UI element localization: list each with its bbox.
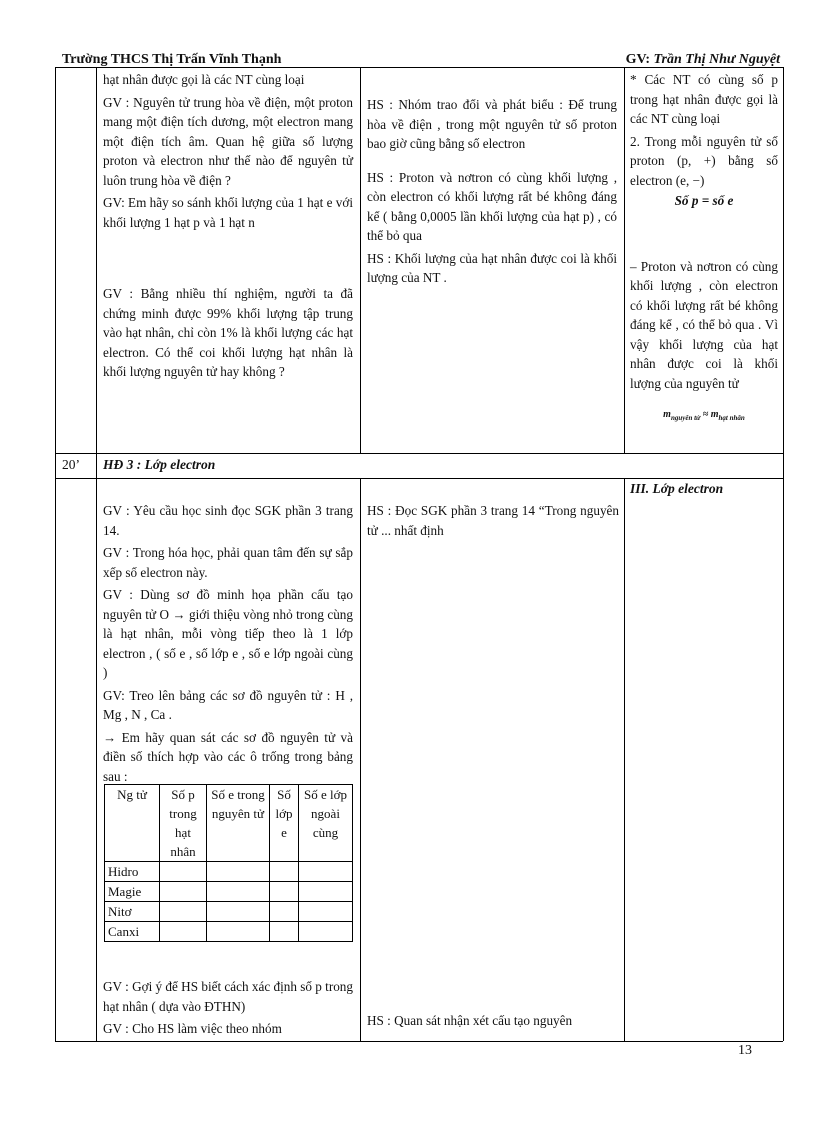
column-divider-1	[96, 67, 97, 1041]
table-row	[105, 902, 353, 922]
mass-subscript: nguyên tử	[670, 414, 701, 422]
table-cell	[299, 882, 353, 902]
table-cell	[270, 902, 299, 922]
table-cell	[160, 862, 207, 882]
mass-symbol: m	[663, 409, 671, 420]
content-line: – Proton và nơtron có cùng khối lượng , còn electron có khối lượng rất bé không đáng kể , có thể bỏ qua . Vì vậy khối lượng của hạt nhân được coi là khối lượng của nguyên tử	[630, 258, 778, 391]
page-number: 13	[738, 1043, 752, 1058]
table-header-cell: Số p trong hạt nhân	[160, 785, 207, 862]
teacher-label: GV:	[625, 52, 650, 67]
approx-symbol: ≈	[702, 409, 709, 420]
teacher-line: GV : Nguyên tử trung hòa về điện, một proton mang một điện tích dương, một electron mang một điện tích âm. Quan hệ giữa số lượng proton và electron như thế nào để nguyên tử luôn trung hòa về điện ?	[103, 94, 353, 188]
school-name: Trường THCS Thị Trấn Vĩnh Thạnh	[62, 52, 282, 67]
table-row	[105, 882, 353, 902]
activity-title: HĐ 3 : Lớp electron	[103, 457, 216, 472]
student-line: HS : Đọc SGK phần 3 trang 14 “Trong nguyên tử ... nhất định	[367, 503, 619, 538]
element-name-cell: Canxi	[105, 922, 160, 942]
table-header-row	[105, 785, 353, 862]
table-cell	[299, 922, 353, 942]
teacher-activities-1	[103, 70, 353, 385]
element-name-cell: Hidro	[105, 862, 160, 882]
student-activities-2b	[367, 1011, 619, 1034]
teacher-line: GV : Dùng sơ đồ minh họa phần cấu tạo nguyên tử O → giới thiệu vòng nhỏ trong cùng là hạt nhân, mỗi vòng tiếp theo là 1 lớp electron , ( số e , số lớp e , số e lớp ngoài cùng )	[103, 587, 353, 680]
table-cell	[207, 902, 270, 922]
mass-symbol: m	[710, 409, 719, 420]
mass-formula	[630, 405, 778, 429]
table-header-cell: Số e lớp ngoài cùng	[299, 785, 353, 862]
mass-subscript: hạt nhân	[718, 414, 745, 422]
teacher-activities-2	[103, 501, 353, 789]
teacher-line: GV : Yêu cầu học sinh đọc SGK phần 3 trang 14.	[103, 503, 353, 538]
table-cell	[270, 882, 299, 902]
student-activities-2a	[367, 501, 619, 543]
table-cell	[160, 882, 207, 902]
student-line: HS : Nhóm trao đổi và phát biểu : Để trung hòa về điện , trong một nguyên tử số proton bao giờ cũng bằng số electron	[367, 97, 617, 151]
table-cell	[160, 902, 207, 922]
row-divider-1	[55, 453, 783, 454]
table-row	[105, 862, 353, 882]
student-line: HS : Quan sát nhận xét cấu tạo nguyên	[367, 1013, 573, 1028]
table-cell	[299, 862, 353, 882]
table-border-left	[55, 67, 56, 1041]
teacher-credit	[626, 52, 780, 68]
student-line: HS : Khối lượng của hạt nhân được coi là khối lượng của NT .	[367, 250, 617, 285]
student-line: HS : Proton và nơtron có cùng khối lượng , còn electron có khối lượng rất bé không đáng kể ( bằng 0,0005 lần khối lượng của hạt p) , có thể bỏ qua	[367, 169, 617, 243]
table-row	[105, 922, 353, 942]
student-activities-1	[367, 95, 617, 291]
table-border-right	[783, 67, 784, 1041]
table-header-cell: Ng tử	[105, 785, 160, 862]
table-cell	[160, 922, 207, 942]
content-title: III. Lớp electron	[630, 481, 724, 496]
teacher-line: GV : Cho HS làm việc theo nhóm	[103, 1021, 282, 1036]
teacher-line: GV: Em hãy so sánh khối lượng của 1 hạt e với khối lượng 1 hạt p và 1 hạt n	[103, 195, 353, 230]
activity-time: 20’	[62, 457, 80, 472]
row-divider-2	[55, 478, 783, 479]
electron-table	[104, 784, 353, 942]
teacher-line: GV : Bằng nhiều thí nghiệm, người ta đã chứng minh được 99% khối lượng tập trung vào hạt nhân, chỉ còn 1% là khối lượng các hạt electron. Có thể coi khối lượng hạt nhân là khối lượng nguyên tử hay không ?	[103, 286, 353, 379]
teacher-line: → Em hãy quan sát các sơ đồ nguyên tử và điền số thích hợp vào các ô trống trong bảng sau :	[103, 729, 353, 784]
teacher-line: GV: Treo lên bảng các sơ đồ nguyên tử : H , Mg , N , Ca .	[103, 687, 353, 722]
element-name-cell: Nitơ	[105, 902, 160, 922]
table-header-cell: Số e trong nguyên tử	[207, 785, 270, 862]
teacher-activities-2b	[103, 977, 353, 1042]
lesson-content-1	[630, 70, 778, 429]
table-header-cell: Số lớp e	[270, 785, 299, 862]
table-cell	[299, 902, 353, 922]
table-cell	[207, 882, 270, 902]
content-line: 2. Trong mỗi nguyên tử số proton (p, +) bằng số electron (e, −)	[630, 133, 778, 188]
column-divider-2-top	[360, 67, 361, 453]
table-cell	[270, 922, 299, 942]
column-divider-3-bottom	[624, 478, 625, 1041]
header-rule	[55, 67, 783, 68]
column-divider-3-top	[624, 67, 625, 453]
content-line: * Các NT có cùng số p trong hạt nhân được gọi là các NT cùng loại	[630, 72, 778, 126]
table-cell	[270, 862, 299, 882]
teacher-line: hạt nhân được gọi là các NT cùng loại	[103, 72, 305, 87]
teacher-line: GV : Gợi ý để HS biết cách xác định số p trong hạt nhân ( dựa vào ĐTHN)	[103, 979, 353, 1014]
table-cell	[207, 862, 270, 882]
teacher-line: GV : Trong hóa học, phải quan tâm đến sự sắp xếp số electron này.	[103, 545, 353, 580]
teacher-name: Trần Thị Như Nguyệt	[653, 52, 780, 67]
table-cell	[207, 922, 270, 942]
column-divider-2-bottom	[360, 478, 361, 1041]
formula-p-equals-e: Số p = số e	[674, 193, 734, 208]
element-name-cell: Magie	[105, 882, 160, 902]
